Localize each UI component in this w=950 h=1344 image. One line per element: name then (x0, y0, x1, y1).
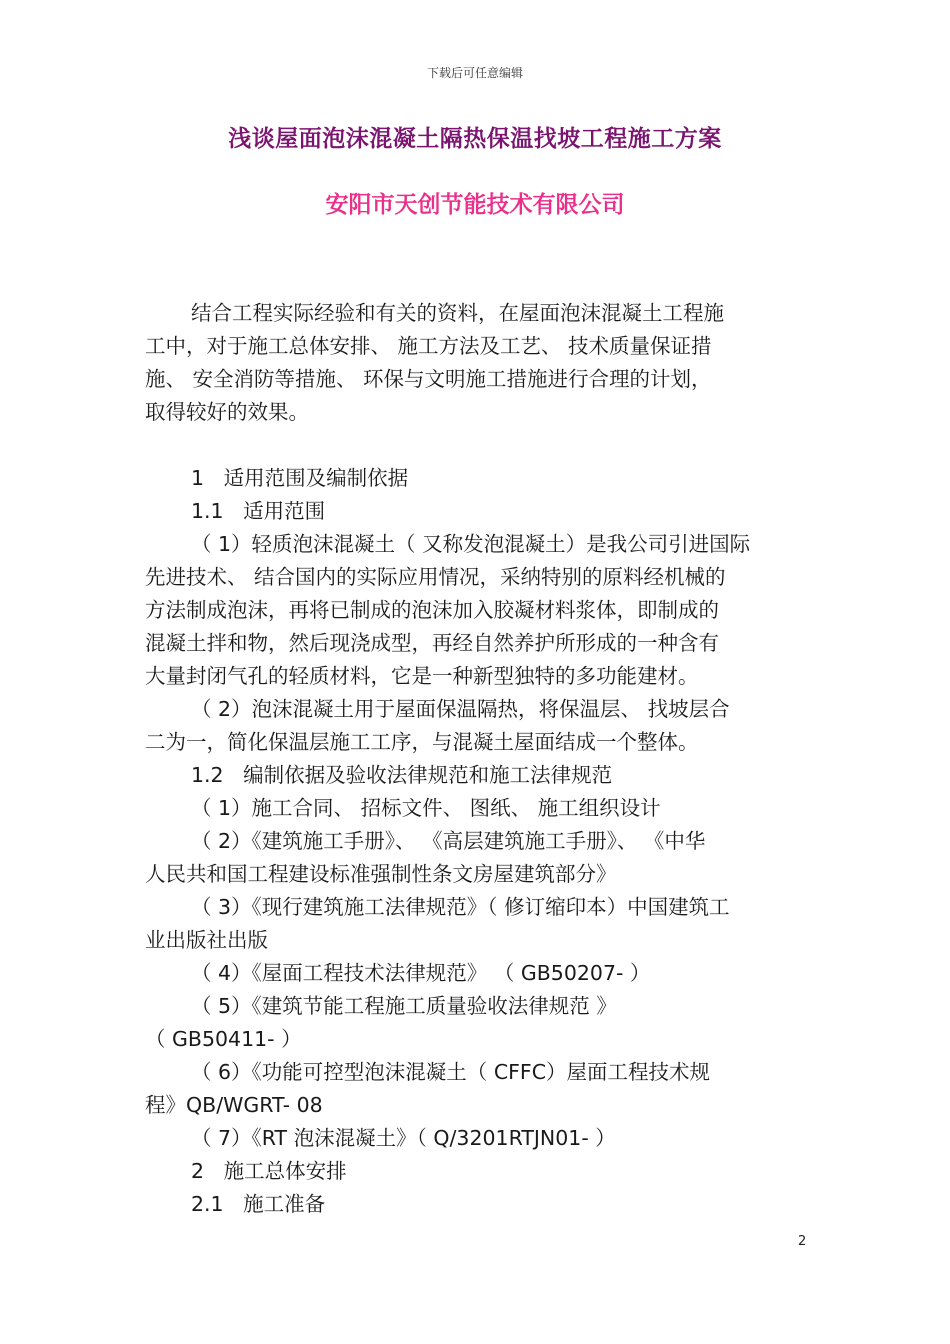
document-title: 浅谈屋面泡沫混凝土隔热保温找坡工程施工方案 (228, 126, 722, 152)
list-item-continuation: 程》QB/WGRT- 08 (145, 1093, 323, 1117)
list-item: （ 4）《屋面工程技术法律规范》 （ GB50207- ） (191, 961, 651, 985)
company-name: 安阳市天创节能技术有限公司 (325, 192, 625, 218)
page-number: 2 (798, 1234, 807, 1249)
subsection-heading: 1.1 适用范围 (191, 499, 326, 523)
section-heading: 1 适用范围及编制依据 (191, 466, 409, 490)
list-item: （ 7）《RT 泡沫混凝土》（ Q/3201RTJN01- ） (191, 1126, 616, 1150)
list-item: （ 2）《建筑施工手册》、 《高层建筑施工手册》、 《中华 (191, 829, 706, 853)
paragraph-line: 先进技术、 结合国内的实际应用情况，采纳特别的原料经机械的 (145, 565, 726, 589)
list-item: （ 6）《功能可控型泡沫混凝土（ CFFC）屋面工程技术规 (191, 1060, 711, 1084)
paragraph-line: （ 2）泡沫混凝土用于屋面保温隔热，将保温层、 找坡层合 (191, 697, 730, 721)
paragraph-line: 二为一，简化保温层施工工序，与混凝土屋面结成一个整体。 (145, 730, 699, 754)
paragraph-line: 结合工程实际经验和有关的资料，在屋面泡沫混凝土工程施 (191, 301, 724, 325)
paragraph-line: 大量封闭气孔的轻质材料，它是一种新型独特的多功能建材。 (145, 664, 699, 688)
paragraph-gap (145, 429, 810, 462)
paragraph-line: 取得较好的效果。 (145, 400, 309, 424)
page-header: 下载后可任意编辑 (426, 66, 523, 80)
section-heading: 2 施工总体安排 (191, 1159, 347, 1183)
paragraph-line: 混凝土拌和物，然后现浇成型，再经自然养护所形成的一种含有 (145, 631, 719, 655)
list-item: （ 3）《现行建筑施工法律规范》（ 修订缩印本）中国建筑工 (191, 895, 730, 919)
list-item-continuation: （ GB50411- ） (145, 1027, 302, 1051)
list-item-continuation: 业出版社出版 (145, 928, 268, 952)
list-item: （ 5）《建筑节能工程施工质量验收法律规范 》 (191, 994, 617, 1018)
list-item: （ 1）施工合同、 招标文件、 图纸、 施工组织设计 (191, 796, 661, 820)
list-item-continuation: 人民共和国工程建设标准强制性条文房屋建筑部分》 (145, 862, 617, 886)
paragraph-line: 方法制成泡沫，再将已制成的泡沫加入胶凝材料浆体，即制成的 (145, 598, 719, 622)
paragraph-line: 施、 安全消防等措施、 环保与文明施工措施进行合理的计划， (145, 367, 712, 391)
paragraph-line: 工中，对于施工总体安排、 施工方法及工艺、 技术质量保证措 (145, 334, 712, 358)
subsection-heading: 2.1 施工准备 (191, 1192, 326, 1216)
paragraph-line: （ 1）轻质泡沫混凝土（ 又称发泡混凝土）是我公司引进国际 (191, 532, 751, 556)
subsection-heading: 1.2 编制依据及验收法律规范和施工法律规范 (191, 763, 613, 787)
document-body (145, 297, 810, 1221)
